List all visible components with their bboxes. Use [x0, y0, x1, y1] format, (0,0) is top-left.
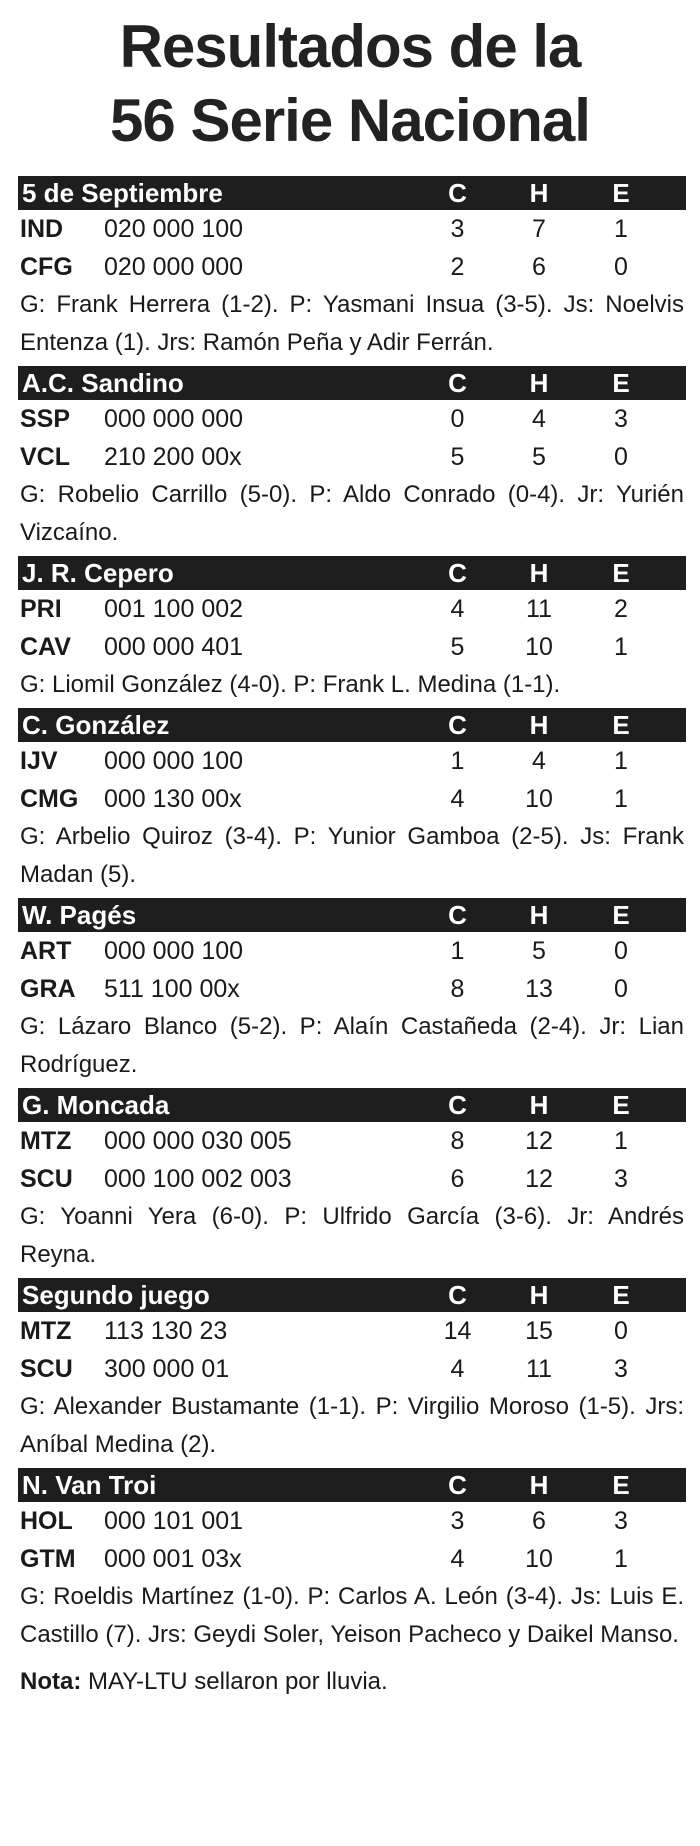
hits-header: H [529, 367, 549, 398]
runs-value: 4 [450, 1544, 465, 1573]
errors-header: E [612, 899, 630, 930]
hits-value: 4 [532, 404, 546, 433]
game-notes: G: Yoanni Yera (6-0). P: Ulfrido García (3-6). Jr: Andrés Reyna. [20, 1203, 684, 1268]
errors-value: 1 [614, 1544, 628, 1573]
innings-score: 000 130 00x [104, 784, 242, 813]
team-abbr: PRI [20, 594, 62, 623]
team-abbr: MTZ [20, 1316, 72, 1345]
team-abbr: HOL [20, 1506, 73, 1535]
game-header [18, 176, 686, 210]
hits-value: 12 [525, 1126, 553, 1155]
team-abbr: ART [20, 936, 72, 965]
team-abbr: SSP [20, 404, 71, 433]
team-abbr: IND [20, 214, 64, 243]
team-abbr: MTZ [20, 1126, 72, 1155]
game-header [18, 366, 686, 400]
results-list [0, 176, 700, 1696]
footer-note [18, 1668, 686, 1696]
runs-header: C [448, 899, 467, 930]
hits-value: 10 [525, 784, 553, 813]
innings-score: 000 000 401 [104, 632, 244, 661]
runs-value: 2 [450, 252, 465, 281]
team-row [18, 1502, 686, 1540]
team-abbr: VCL [20, 442, 70, 471]
errors-value: 0 [614, 974, 628, 1003]
runs-value: 5 [450, 632, 465, 661]
venue-name: A.C. Sandino [22, 367, 184, 398]
hits-header: H [529, 899, 549, 930]
hits-value: 11 [526, 1354, 552, 1383]
hits-value: 12 [525, 1164, 553, 1193]
innings-score: 020 000 000 [104, 252, 244, 281]
runs-header: C [448, 177, 467, 208]
hits-value: 15 [525, 1316, 553, 1345]
game-block [18, 176, 686, 362]
innings-score: 000 000 000 [104, 404, 244, 433]
game-header [18, 1088, 686, 1122]
team-row [18, 628, 686, 666]
venue-name: J. R. Cepero [22, 557, 174, 588]
innings-score: 300 000 01 [104, 1354, 230, 1383]
runs-header: C [448, 557, 467, 588]
innings-score: 000 000 100 [104, 746, 244, 775]
runs-header: C [448, 1279, 467, 1310]
errors-value: 1 [614, 632, 628, 661]
errors-header: E [612, 1469, 630, 1500]
hits-value: 11 [526, 594, 552, 623]
runs-value: 6 [450, 1164, 465, 1193]
team-row [18, 438, 686, 476]
game-block [18, 1088, 686, 1274]
page-title-line-1: Resultados de la [119, 13, 581, 80]
errors-value: 3 [614, 1164, 628, 1193]
game-notes: G: Roeldis Martínez (1-0). P: Carlos A. León (3-4). Js: Luis E. Castillo (7). Jrs: Geydi Soler, Yeison Pacheco y Daikel Manso. [20, 1583, 684, 1648]
runs-value: 14 [443, 1316, 472, 1345]
game-block [18, 898, 686, 1084]
game-header [18, 898, 686, 932]
errors-value: 1 [614, 746, 628, 775]
venue-name: 5 de Septiembre [22, 177, 223, 208]
team-abbr: CAV [20, 632, 71, 661]
note-text: MAY-LTU sellaron por lluvia. [81, 1668, 388, 1695]
game-block [18, 366, 686, 552]
game-header [18, 1468, 686, 1502]
runs-value: 4 [450, 594, 465, 623]
runs-header: C [448, 1089, 467, 1120]
page-title [0, 10, 700, 172]
runs-value: 4 [450, 784, 465, 813]
game-header [18, 1278, 686, 1312]
hits-value: 10 [525, 632, 553, 661]
errors-value: 2 [614, 594, 628, 623]
venue-name: Segundo juego [22, 1279, 210, 1310]
errors-value: 0 [614, 936, 628, 965]
game-notes: G: Arbelio Quiroz (3-4). P: Yunior Gamboa (2-5). Js: Frank Madan (5). [20, 823, 684, 888]
venue-name: C. González [22, 709, 170, 740]
venue-name: G. Moncada [22, 1089, 170, 1120]
errors-value: 3 [614, 1354, 628, 1383]
game-notes: G: Frank Herrera (1-2). P: Yasmani Insua (3-5). Js: Noelvis Entenza (1). Jrs: Ramón Peña y Adir Ferrán. [20, 291, 684, 356]
hits-value: 4 [532, 746, 546, 775]
venue-name: N. Van Troi [22, 1469, 157, 1500]
game-notes: G: Robelio Carrillo (5-0). P: Aldo Conrado (0-4). Jr: Yurién Vizcaíno. [20, 481, 684, 546]
team-row [18, 210, 686, 248]
runs-value: 8 [450, 1126, 465, 1155]
note-label: Nota: [20, 1668, 82, 1695]
team-abbr: IJV [20, 746, 58, 775]
hits-value: 6 [532, 252, 546, 281]
game-notes: G: Alexander Bustamante (1-1). P: Virgilio Moroso (1-5). Jrs: Aníbal Medina (2). [20, 1393, 684, 1458]
hits-header: H [529, 177, 549, 208]
runs-value: 3 [450, 1506, 465, 1535]
team-row [18, 1122, 686, 1160]
hits-header: H [529, 557, 549, 588]
errors-value: 3 [614, 1506, 628, 1535]
errors-value: 0 [614, 252, 628, 281]
team-row [18, 932, 686, 970]
game-block [18, 708, 686, 894]
runs-header: C [448, 367, 467, 398]
errors-header: E [612, 709, 630, 740]
errors-header: E [612, 177, 630, 208]
errors-header: E [612, 1089, 630, 1120]
innings-score: 210 200 00x [104, 442, 242, 471]
hits-value: 6 [532, 1506, 546, 1535]
innings-score: 000 001 03x [104, 1544, 242, 1573]
team-row [18, 1350, 686, 1388]
innings-score: 000 101 001 [104, 1506, 244, 1535]
innings-score: 511 100 00x [104, 974, 240, 1003]
runs-value: 5 [450, 442, 465, 471]
runs-value: 3 [450, 214, 465, 243]
team-row [18, 742, 686, 780]
team-abbr: GRA [20, 974, 76, 1003]
runs-value: 4 [450, 1354, 465, 1383]
runs-value: 0 [450, 404, 465, 433]
team-abbr: SCU [20, 1354, 73, 1383]
innings-score: 000 000 030 005 [104, 1126, 292, 1155]
innings-score: 000 000 100 [104, 936, 244, 965]
team-row [18, 400, 686, 438]
innings-score: 113 130 23 [104, 1316, 228, 1345]
page-title-line-2: 56 Serie Nacional [110, 87, 590, 154]
game-header [18, 556, 686, 590]
game-notes: G: Liomil González (4-0). P: Frank L. Medina (1-1). [20, 671, 561, 698]
hits-value: 5 [532, 936, 546, 965]
hits-value: 10 [525, 1544, 553, 1573]
innings-score: 020 000 100 [104, 214, 244, 243]
errors-value: 1 [614, 214, 628, 243]
game-notes: G: Lázaro Blanco (5-2). P: Alaín Castañeda (2-4). Jr: Lian Rodríguez. [20, 1013, 684, 1078]
team-row [18, 1312, 686, 1350]
hits-value: 13 [525, 974, 553, 1003]
venue-name: W. Pagés [22, 899, 137, 930]
hits-value: 7 [532, 214, 546, 243]
team-abbr: GTM [20, 1544, 76, 1573]
errors-value: 3 [614, 404, 628, 433]
hits-header: H [529, 1089, 549, 1120]
team-row [18, 248, 686, 286]
team-abbr: SCU [20, 1164, 73, 1193]
game-header [18, 708, 686, 742]
team-row [18, 590, 686, 628]
errors-header: E [612, 557, 630, 588]
errors-header: E [612, 367, 630, 398]
hits-header: H [529, 1279, 549, 1310]
team-row [18, 780, 686, 818]
errors-value: 1 [614, 784, 628, 813]
game-block [18, 1468, 686, 1654]
team-row [18, 1160, 686, 1198]
errors-value: 0 [614, 442, 628, 471]
runs-value: 1 [450, 746, 465, 775]
runs-value: 8 [450, 974, 465, 1003]
runs-value: 1 [450, 936, 465, 965]
errors-value: 1 [614, 1126, 628, 1155]
team-abbr: CFG [20, 252, 73, 281]
hits-header: H [529, 1469, 549, 1500]
errors-value: 0 [614, 1316, 628, 1345]
hits-value: 5 [532, 442, 546, 471]
runs-header: C [448, 709, 467, 740]
innings-score: 000 100 002 003 [104, 1164, 292, 1193]
runs-header: C [448, 1469, 467, 1500]
team-row [18, 1540, 686, 1578]
team-abbr: CMG [20, 784, 79, 813]
hits-header: H [529, 709, 549, 740]
errors-header: E [612, 1279, 630, 1310]
innings-score: 001 100 002 [104, 594, 244, 623]
team-row [18, 970, 686, 1008]
game-block [18, 556, 686, 704]
game-block [18, 1278, 686, 1464]
